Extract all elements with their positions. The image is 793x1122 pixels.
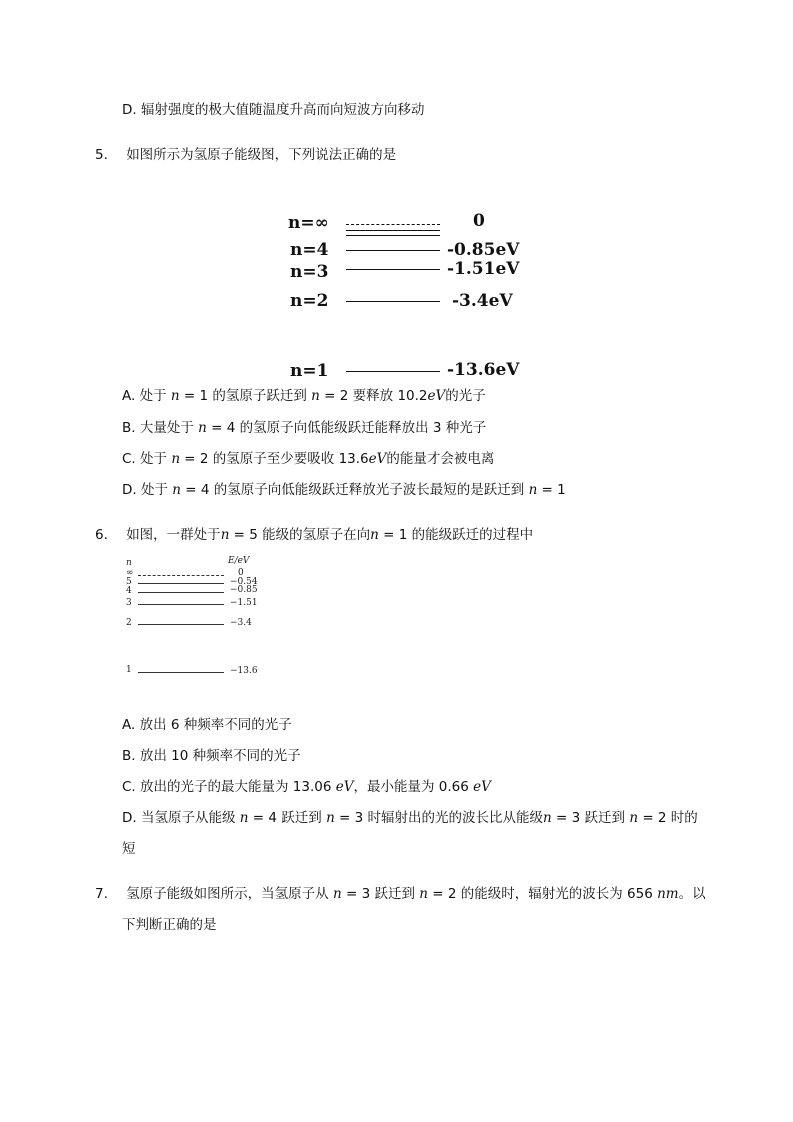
question-number: 7. [95,886,108,902]
q6-option-a [122,715,292,735]
level-label: ∞ [126,568,134,578]
math-unit: nm [657,886,679,902]
prev-option-d [122,100,424,120]
math-var: n [170,388,180,404]
option-text: 处于 [139,388,171,404]
option-label: B. [122,748,136,764]
level-label: n=3 [290,262,329,282]
level-line [138,672,224,673]
q5-option-b [122,418,486,438]
q7-stem-continued [122,915,217,935]
math-var: n [528,482,538,498]
level-energy: −3.4 [230,618,252,628]
level-label: n=1 [290,361,329,381]
option-text: = 4 的氢原子向低能级跃迁能释放出 3 种光子 [206,420,487,436]
math-var: n [172,482,181,498]
level-energy: -13.6eV [447,360,520,380]
option-text: = 3 时辐射出的光的波长比从能级 [334,810,544,826]
level-energy: −0.54 [230,577,258,587]
energy-level-diagram-q6 [120,555,280,685]
level-label: 4 [126,586,132,596]
q6-stem [95,525,533,545]
option-text: 处于 [140,482,173,498]
energy-level-diagram-q5 [280,205,540,385]
question-text: 。以 [678,886,706,902]
option-text: = 4 的氢原子向低能级跃迁释放光子波长最短的是跃迁到 [180,482,529,498]
option-text: = 2 要释放 10.2 [319,388,428,404]
question-text: = 5 能级的氢原子在向 [229,527,371,543]
question-text: 如图所示为氢原子能级图，下列说法正确的是 [126,147,397,163]
q6-option-b [122,746,301,766]
option-text: 短 [122,841,136,857]
level-line [346,371,440,372]
option-text: 放出 10 种频率不同的光子 [139,748,301,764]
level-label: n=∞ [288,213,329,233]
math-var: n [198,420,207,436]
level-line [346,235,440,236]
level-line [138,624,224,625]
level-line [138,604,224,605]
math-var: n [629,810,639,826]
option-text: = 1 的氢原子跃迁到 [179,388,312,404]
math-unit: eV [335,779,354,795]
option-text: = 2 时的 [638,810,698,826]
option-label: D. [122,482,137,498]
level-energy: −1.51 [230,598,258,608]
level-energy: 0 [473,211,485,231]
level-energy: 0 [238,568,244,578]
question-text: 下判断正确的是 [122,917,217,933]
option-label: A. [122,388,136,404]
question-text: = 1 的能级跃迁的过程中 [378,527,534,543]
q6-option-c [122,777,491,797]
option-text: = 1 [537,482,566,498]
q5-option-d [122,480,566,500]
option-label: D. [122,810,137,826]
level-line-dashed [138,575,224,576]
option-text: 处于 [140,451,172,467]
question-number: 5. [95,147,108,163]
option-text: 大量处于 [139,420,199,436]
math-unit: eV [368,451,387,467]
option-label: A. [122,717,136,733]
option-text: = 2 的氢原子至少要吸收 13.6 [180,451,369,467]
axis-label-n: n [126,558,132,568]
option-text: = 3 跃迁到 [551,810,630,826]
math-var: n [543,810,552,826]
q5-stem [95,145,396,165]
option-text: 辐射强度的极大值随温度升高而向短波方向移动 [140,102,425,118]
option-text: 的能量才会被电离 [386,451,495,467]
level-line [346,269,440,270]
level-energy: −0.85 [230,585,258,595]
option-text: 放出的光子的最大能量为 13.06 [140,779,336,795]
level-label: 1 [126,665,132,675]
q6-option-d [122,808,698,828]
math-var: n [311,388,320,404]
question-text: = 2 的能级时，辐射光的波长为 656 [427,886,658,902]
level-label: 5 [126,577,132,587]
level-line [346,230,440,231]
q6-option-d-continued [122,839,136,859]
option-label: D. [122,102,137,118]
option-text: 当氢原子从能级 [140,810,240,826]
option-text: 的光子 [445,388,486,404]
level-line [138,583,224,584]
math-unit: eV [427,388,446,404]
level-energy: −13.6 [230,666,258,676]
level-label: n=2 [290,291,329,311]
math-var: n [370,527,379,543]
q7-stem [95,884,706,904]
option-label: C. [122,451,136,467]
level-energy: -0.85eV [447,240,520,260]
axis-label-energy: E/eV [228,556,250,566]
level-label: 3 [126,598,132,608]
math-var: n [326,810,335,826]
question-text: 如图，一群处于 [126,527,221,543]
option-text: ，最小能量为 0.66 [353,779,474,795]
question-text: = 3 跃迁到 [341,886,420,902]
option-label: B. [122,420,136,436]
math-var: n [419,886,428,902]
math-var: n [239,810,249,826]
option-label: C. [122,779,136,795]
option-text: 放出 6 种频率不同的光子 [139,717,292,733]
math-var: n [171,451,181,467]
level-label: 2 [126,618,132,628]
level-line [138,592,224,593]
option-text: = 4 跃迁到 [248,810,327,826]
math-var: n [332,886,342,902]
level-label: n=4 [290,240,329,260]
question-text: 氢原子能级如图所示，当氢原子从 [126,886,333,902]
math-var: n [220,527,230,543]
question-number: 6. [95,527,108,543]
level-line [346,301,440,302]
q5-option-c [122,449,494,469]
level-line [346,250,440,251]
math-unit: eV [473,779,491,795]
level-energy: -3.4eV [452,291,513,311]
q5-option-a [122,386,486,406]
level-line-dashed [346,224,440,225]
level-energy: -1.51eV [447,259,520,279]
